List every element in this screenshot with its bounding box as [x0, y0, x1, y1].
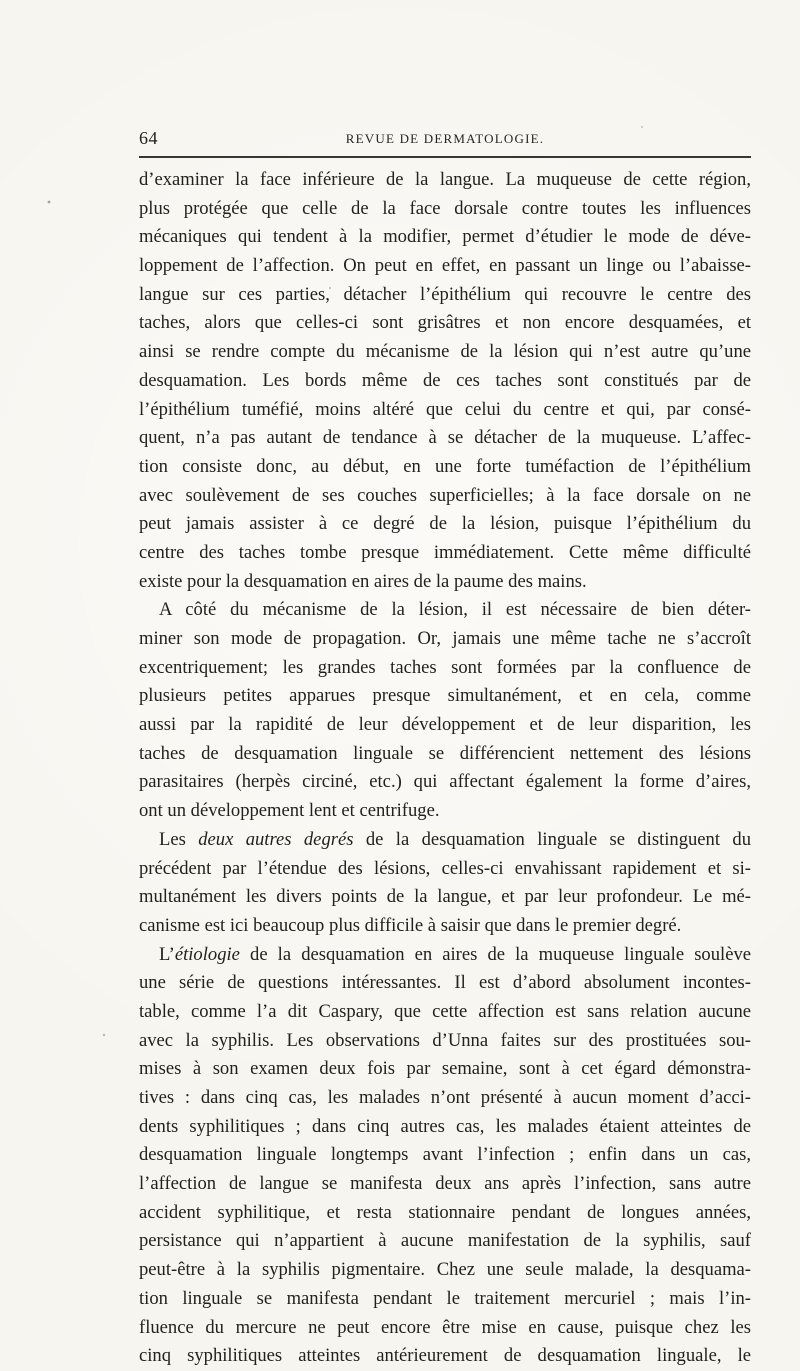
text-line-13: peut jamais assister à ce degré de la lésion, puisque l’épithélium du [139, 513, 751, 535]
text-line-3: mécaniques qui tendent à la modifier, permet d’étudier le mode de déve- [139, 226, 751, 248]
text-line-24: Les deux autres degrés de la desquamation linguale se distinguent du [159, 828, 751, 850]
emphasis-etiologie: étiologie [174, 943, 240, 965]
text-line-37: accident syphilitique, et resta stationnaire pendant de longues années, [139, 1201, 751, 1223]
text-line-4: loppement de l’affection. On peut en effet, en passant un linge ou l’abaisse- [139, 255, 751, 277]
text-line-25: précédent par l’étendue des lésions, celles-ci envahissant rapidement et si- [139, 857, 751, 879]
text-line-6: taches, alors que celles-ci sont grisâtres et non encore desquamées, et [139, 312, 751, 334]
text-line-22: parasitaires (herpès circiné, etc.) qui affectant également la forme d’aires, [139, 771, 751, 793]
text-line-40: tion linguale se manifesta pendant le traitement mercuriel ; mais l’in- [139, 1287, 751, 1309]
text-line-31: avec la syphilis. Les observations d’Unna faites sur des prostituées sou- [139, 1029, 751, 1051]
text-line-42: cinq syphilitiques atteintes antérieurement de desquamation linguale, le [139, 1345, 751, 1367]
text-line-10: quent, n’a pas autant de tendance à se détacher de la muqueuse. L’affec- [139, 427, 751, 449]
text-line-34: dents syphilitiques ; dans cinq autres cas, les malades étaient atteintes de [139, 1115, 751, 1137]
header-rule [139, 156, 751, 158]
page-number: 64 [139, 128, 158, 148]
text-line-2: plus protégée que celle de la face dorsale contre toutes les influences [139, 197, 751, 219]
text-line-39: peut-être à la syphilis pigmentaire. Chez une seule malade, la desquama- [139, 1259, 751, 1281]
text-line-8: desquamation. Les bords même de ces taches sont constitués par de [139, 369, 751, 391]
text-line-18: excentriquement; les grandes taches sont formées par la confluence de [139, 656, 751, 678]
text-line-7: ainsi se rendre compte du mécanisme de la lésion qui n’est autre qu’une [139, 341, 751, 363]
text-line-32: mises à son examen deux fois par semaine, sont à cet égard démonstra- [139, 1058, 751, 1080]
text-line-36: l’affection de langue se manifesta deux ans après l’infection, sans autre [139, 1173, 751, 1195]
text-line-12: avec soulèvement de ses couches superficielles; à la face dorsale on ne [139, 484, 751, 506]
text-line-28: L’étiologie de la desquamation en aires de la muqueuse linguale soulève [159, 943, 751, 965]
text-line-41: fluence du mercure ne peut encore être mise en cause, puisque chez les [139, 1316, 751, 1338]
text-line-30: table, comme l’a dit Caspary, que cette affection est sans relation aucune [139, 1000, 751, 1022]
text-line-29: une série de questions intéressantes. Il est d’abord absolument incontes- [139, 972, 751, 994]
text-line-19: plusieurs petites apparues presque simultanément, et en cela, comme [139, 685, 751, 707]
text-line-38: persistance qui n’appartient à aucune manifestation de la syphilis, sauf [139, 1230, 751, 1252]
text-line-17: miner son mode de propagation. Or, jamais une même tache ne s’accroît [139, 628, 751, 649]
text-line-16: A côté du mécanisme de la lésion, il est nécessaire de bien déter- [159, 599, 751, 621]
text-line-5: langue sur ces parties, détacher l’épithélium qui recouvre le centre des [139, 283, 751, 305]
text-line-11: tion consiste donc, au début, en une forte tuméfaction de l’épithélium [139, 455, 751, 477]
text-line-14: centre des taches tombe presque immédiatement. Cette même difficulté [139, 541, 751, 563]
text-line-9: l’épithélium tuméfié, moins altéré que celui du centre et qui, par consé- [139, 398, 751, 420]
text-line-27: canisme est ici beaucoup plus difficile à saisir que dans le premier degré. [139, 914, 682, 936]
text-line-35: desquamation linguale longtemps avant l’infection ; enfin dans un cas, [139, 1144, 751, 1166]
text-line-23: ont un développement lent et centrifuge. [139, 800, 440, 822]
text-line-26: multanément les divers points de la langue, et par leur profondeur. Le mé- [139, 886, 751, 908]
text-line-33: tives : dans cinq cas, les malades n’ont présenté à aucun moment d’acci- [139, 1087, 751, 1108]
text-line-1: d’examiner la face inférieure de la langue. La muqueuse de cette région, [139, 169, 751, 190]
text-line-21: taches de desquamation linguale se différencient nettement des lésions [139, 742, 751, 764]
text-line-20: aussi par la rapidité de leur développement et de leur disparition, les [139, 714, 751, 736]
running-head: REVUE DE DERMATOLOGIE. [345, 131, 545, 146]
article-text [139, 166, 751, 1371]
text-line-15: existe pour la desquamation en aires de la paume des mains. [139, 570, 587, 592]
page-header [139, 128, 751, 158]
emphasis-deux-autres-degres: deux autres degrés [198, 828, 354, 850]
